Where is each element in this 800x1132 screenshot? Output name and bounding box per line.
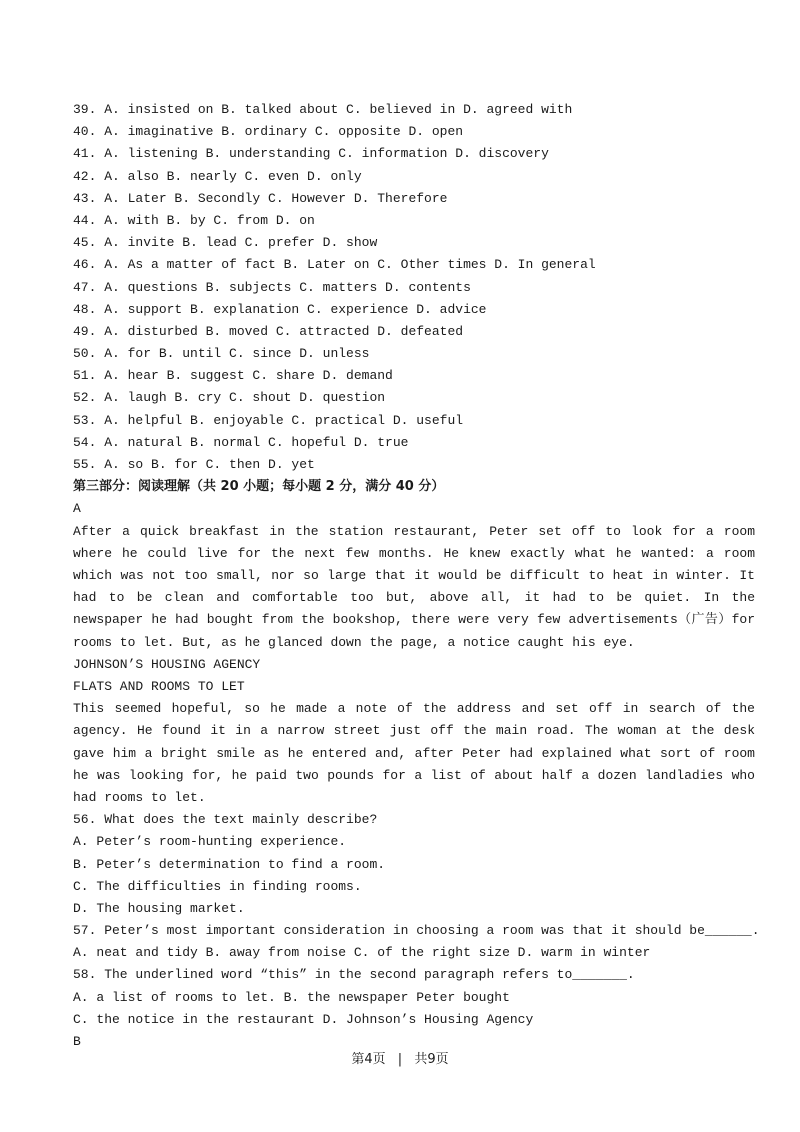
cloze-option-line: 52. A. laugh B. cry C. shout D. question — [73, 390, 386, 406]
footer-separator: | — [397, 1052, 403, 1067]
answer-options: A. a list of rooms to let. B. the newspaper Peter bought — [73, 989, 510, 1005]
cloze-option-line: 42. A. also B. nearly C. even D. only — [73, 168, 362, 184]
passage-paragraph: After a quick breakfast in the station restaurant, Peter set off to look for a room where he could live for the next few months. He knew exactly what he wanted: a room which was not too small, nor so large that it would be difficult to heat in winter. It had to be clean and comfortable too but, above all, it had to be quiet. In the newspaper he had bought from the bookshop, there were very few advertisements（广告）for rooms to let. But, as he glanced down the page, a notice caught his eye. — [73, 523, 755, 650]
cloze-option-line: 49. A. disturbed B. moved C. attracted D. defeated — [73, 323, 464, 339]
cloze-option-line: 50. A. for B. until C. since D. unless — [73, 346, 370, 362]
cloze-option-line: 47. A. questions B. subjects C. matters D. contents — [73, 279, 471, 295]
cloze-option-line: 48. A. support B. explanation C. experience D. advice — [73, 301, 487, 317]
answer-options: A. neat and tidy B. away from noise C. of the right size D. warm in winter — [73, 945, 651, 961]
question-stem: 57. Peter’s most important consideration in choosing a room was that it should be______. — [73, 923, 760, 939]
cloze-option-line: 39. A. insisted on B. talked about C. believed in D. agreed with — [73, 102, 573, 117]
question-58 — [73, 964, 755, 1031]
question-56 — [73, 809, 755, 920]
notice-subtitle: FLATS AND ROOMS TO LET — [73, 678, 245, 694]
answer-option: D. The housing market. — [73, 900, 245, 916]
cloze-option-line: 55. A. so B. for C. then D. yet — [73, 457, 315, 472]
page-number: 第4页 — [351, 1052, 386, 1067]
question-57 — [73, 920, 760, 964]
passage-label: A — [73, 501, 81, 517]
cloze-options-list — [73, 99, 755, 476]
cloze-option-line: 45. A. invite B. lead C. prefer D. show — [73, 235, 378, 251]
cloze-option-line: 44. A. with B. by C. from D. on — [73, 212, 315, 228]
notice-title: JOHNSON’S HOUSING AGENCY — [73, 656, 261, 672]
question-stem: 58. The underlined word “this” in the second paragraph refers to_______. — [73, 967, 635, 983]
page-total: 共9页 — [414, 1052, 449, 1067]
answer-option: B. Peter’s determination to find a room. — [73, 856, 386, 872]
cloze-option-line: 41. A. listening B. understanding C. information D. discovery — [73, 146, 549, 162]
passage-label: B — [73, 1034, 81, 1050]
page-content — [73, 99, 760, 1053]
page-footer — [0, 1048, 800, 1067]
cloze-option-line: 51. A. hear B. suggest C. share D. demand — [73, 368, 393, 384]
cloze-option-line: 46. A. As a matter of fact B. Later on C. Other times D. In general — [73, 257, 596, 273]
answer-options: C. the notice in the restaurant D. Johnson’s Housing Agency — [73, 1011, 534, 1027]
question-stem: 56. What does the text mainly describe? — [73, 812, 378, 828]
answer-option: C. The difficulties in finding rooms. — [73, 878, 362, 894]
passage-paragraph: This seemed hopeful, so he made a note of the address and set off in search of the agency. He found it in a narrow street just off the main road. The woman at the desk gave him a bright smile as he entered and, after Peter had explained what sort of room he was looking for, he paid two pounds for a list of about half a dozen landladies who had rooms to let. — [73, 701, 755, 805]
cloze-option-line: 54. A. natural B. normal C. hopeful D. true — [73, 434, 409, 450]
cloze-option-line: 40. A. imaginative B. ordinary C. opposite D. open — [73, 124, 464, 140]
cloze-option-line: 53. A. helpful B. enjoyable C. practical D. useful — [73, 412, 464, 428]
cloze-option-line: 43. A. Later B. Secondly C. However D. Therefore — [73, 190, 448, 206]
answer-option: A. Peter’s room-hunting experience. — [73, 834, 347, 850]
section-heading: 第三部分：阅读理解（共 20 小题；每小题 2 分，满分 40 分） — [73, 479, 445, 495]
